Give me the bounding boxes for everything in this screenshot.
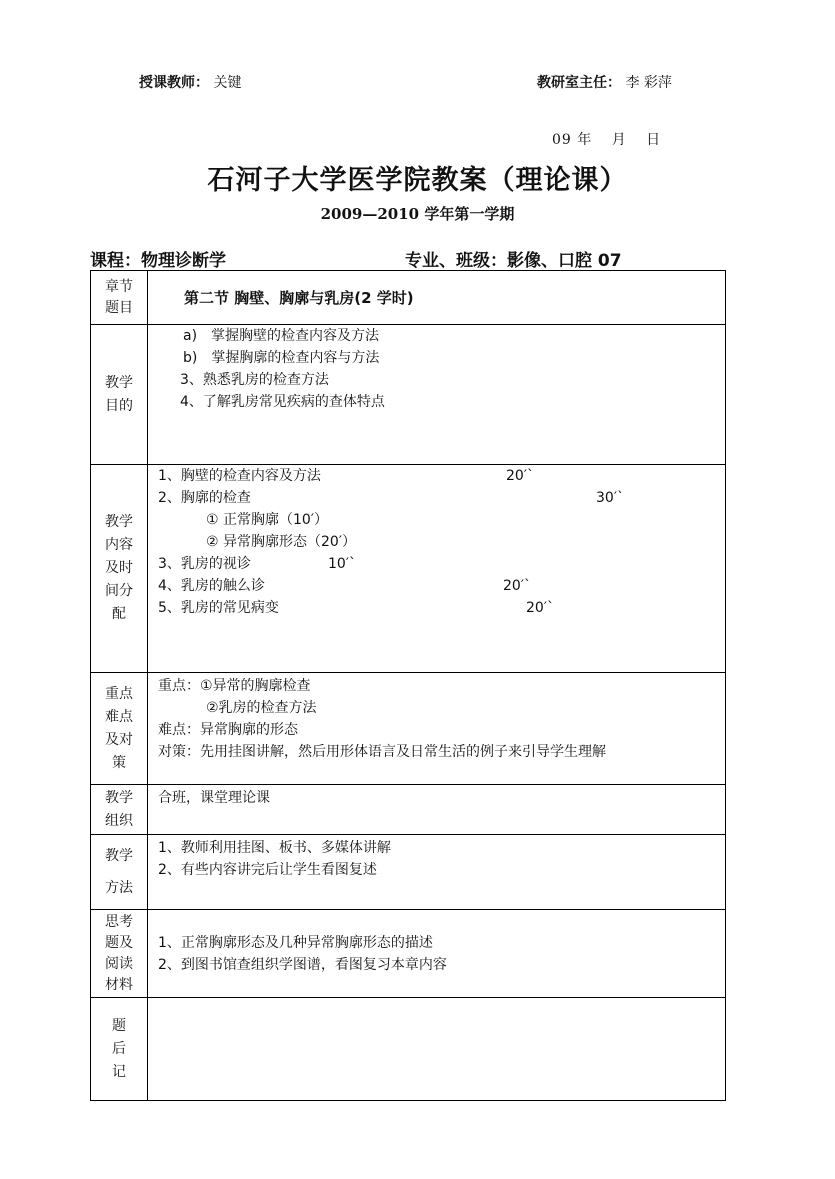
allocation-text: 1、胸壁的检查内容及方法 bbox=[158, 468, 321, 484]
semester-line: 2009—2010 学年第一学期 bbox=[320, 205, 515, 223]
organization-row bbox=[91, 785, 726, 835]
date-day: 日 bbox=[646, 132, 662, 148]
chapter-value: 第二节 胸壁、胸廓与乳房(2 学时) bbox=[148, 271, 726, 325]
goals-row bbox=[91, 325, 726, 465]
date-line bbox=[552, 129, 675, 149]
organization-label: 教学组织 bbox=[91, 785, 148, 835]
allocation-item bbox=[158, 465, 725, 487]
allocation-text: 4、乳房的触么诊 bbox=[158, 578, 265, 594]
goals-content bbox=[148, 325, 726, 465]
allocation-time: 20′` bbox=[503, 578, 531, 594]
allocation-text: ① 正常胸廓（10′） bbox=[206, 512, 328, 528]
allocation-label: 教学内容及时间分配 bbox=[91, 465, 148, 673]
date-year: 09 年 bbox=[552, 132, 593, 148]
methods-content bbox=[148, 835, 726, 910]
methods-row bbox=[91, 835, 726, 910]
major-line: 专业、班级：影像、口腔 07 bbox=[405, 251, 622, 271]
allocation-item bbox=[158, 509, 725, 531]
chapter-row bbox=[91, 271, 726, 325]
organization-value: 合班，课堂理论课 bbox=[148, 785, 726, 835]
chapter-label: 章节题目 bbox=[91, 271, 148, 325]
postscript-value[interactable] bbox=[148, 998, 726, 1101]
key-point-line: 重点：①异常的胸廓检查 bbox=[158, 678, 311, 694]
allocation-item bbox=[158, 553, 725, 575]
reading-label: 思考题及阅读材料 bbox=[91, 910, 148, 998]
allocation-time: 30′` bbox=[596, 490, 624, 506]
goals-label: 教学目的 bbox=[91, 325, 148, 465]
teacher-name: 关键 bbox=[213, 75, 242, 91]
postscript-label: 题后记 bbox=[91, 998, 148, 1101]
allocation-item bbox=[158, 487, 725, 509]
document-title: 石河子大学医学院教案（理论课） bbox=[207, 165, 628, 196]
reading-line: 1、正常胸廓形态及几种异常胸廓形态的描述 bbox=[158, 934, 433, 951]
allocation-item bbox=[158, 531, 725, 553]
date-month: 月 bbox=[611, 132, 627, 148]
reading-row bbox=[91, 910, 726, 998]
allocation-text: ② 异常胸廓形态（20′） bbox=[206, 534, 356, 550]
director-line bbox=[537, 72, 672, 92]
reading-line: 2、到图书馆查组织学图谱，看图复习本章内容 bbox=[158, 956, 447, 973]
lesson-plan-table bbox=[90, 270, 726, 1101]
goal-item: a) 掌握胸壁的检查内容及方法 bbox=[183, 328, 380, 344]
method-line: 1、教师利用挂图、板书、多媒体讲解 bbox=[158, 840, 391, 856]
allocation-text: 3、乳房的视诊 bbox=[158, 556, 251, 572]
goal-item: 3、熟悉乳房的检查方法 bbox=[180, 372, 329, 388]
key-point-line: 对策：先用挂图讲解，然后用形体语言及日常生活的例子来引导学生理解 bbox=[158, 744, 606, 760]
director-label: 教研室主任： bbox=[537, 75, 621, 91]
postscript-row bbox=[91, 998, 726, 1101]
allocation-text: 2、胸廓的检查 bbox=[158, 490, 251, 506]
allocation-time: 20′` bbox=[526, 600, 554, 616]
allocation-content bbox=[148, 465, 726, 673]
key-point-line: ②乳房的检查方法 bbox=[206, 700, 317, 716]
goal-item: b) 掌握胸廓的检查内容与方法 bbox=[183, 350, 380, 366]
allocation-item bbox=[158, 575, 725, 597]
director-name: 李 彩萍 bbox=[625, 75, 672, 91]
allocation-time: 10′` bbox=[328, 556, 356, 572]
methods-label: 教学方法 bbox=[91, 835, 148, 910]
allocation-row bbox=[91, 465, 726, 673]
key-points-label: 重点难点及对策 bbox=[91, 673, 148, 785]
allocation-time: 20′` bbox=[506, 468, 534, 484]
allocation-item bbox=[158, 597, 725, 619]
key-points-row bbox=[91, 673, 726, 785]
allocation-text: 5、乳房的常见病变 bbox=[158, 600, 279, 616]
teacher-label: 授课教师： bbox=[139, 75, 209, 91]
key-points-content bbox=[148, 673, 726, 785]
key-point-line: 难点：异常胸廓的形态 bbox=[158, 722, 298, 738]
reading-content bbox=[148, 910, 726, 998]
teacher-line bbox=[139, 72, 241, 92]
course-line: 课程：物理诊断学 bbox=[90, 251, 226, 271]
method-line: 2、有些内容讲完后让学生看图复述 bbox=[158, 862, 377, 878]
goal-item: 4、了解乳房常见疾病的查体特点 bbox=[180, 394, 385, 410]
